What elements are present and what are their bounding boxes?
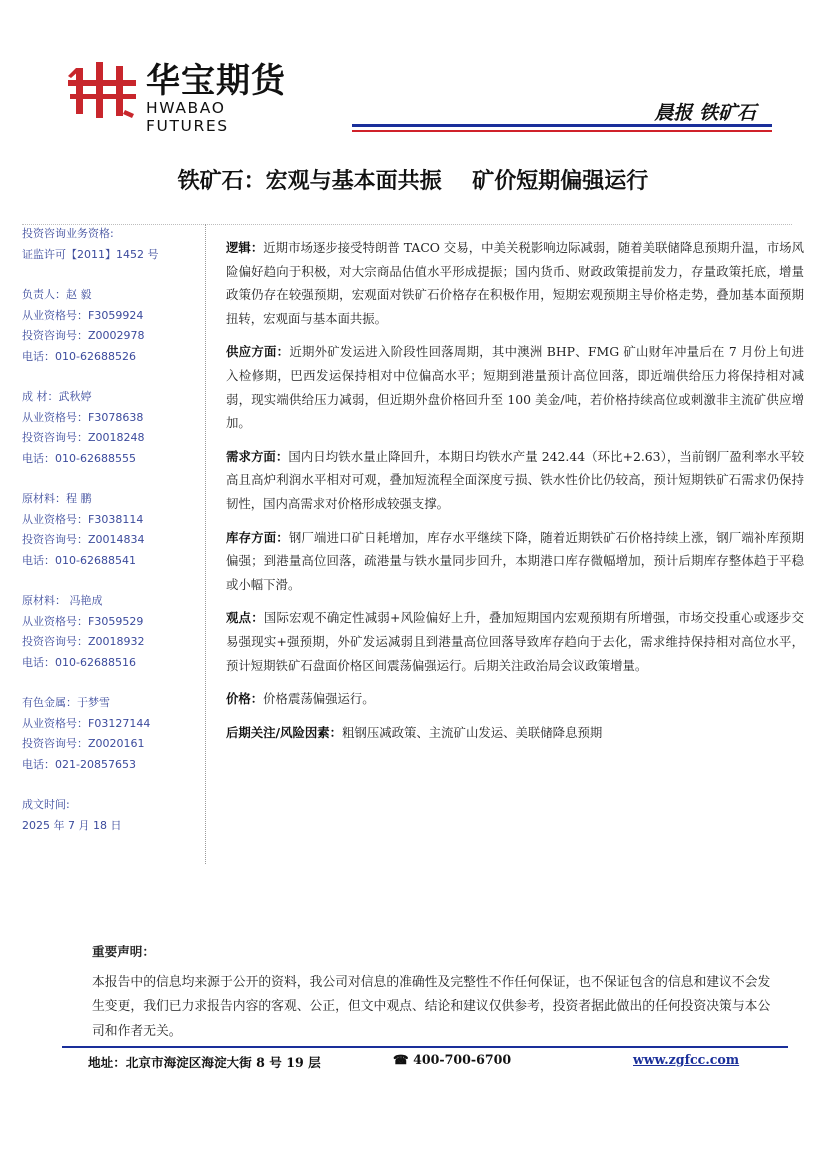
section-logic: [226, 236, 804, 330]
sidebar-line: 电话：010-62688541: [22, 553, 136, 567]
section-label: 后期关注/风险因素：: [226, 724, 343, 740]
sidebar-line: 2025 年 7 月 18 日: [22, 818, 122, 832]
section-label: 观点：: [226, 610, 264, 626]
section-text: 国际宏观不确定性减弱+风险偏好上升，叠加短期国内宏观预期有所增强，市场交投重心或逐步交易强现实+强预期，外矿发运减弱且到港量高位回落导致库存趋向于去化，需求维持保持相对高位水平，预计短期铁矿石盘面价格区间震荡偏强运行。后期关注政治局会议政策增量。: [226, 610, 804, 673]
sidebar-line: 投资咨询号：Z0014834: [22, 533, 145, 546]
section-text: 近期市场逐步接受特朗普 TACO 交易，中美关税影响边际减弱，随着美联储降息预期升温，市场风险偏好趋向于积极，对大宗商品估值水平形成提振；国内货币、财政政策提前发力，存量政策托底，增量政策仍存在较强预期，宏观面对铁矿石价格存在积极作用，短期宏观预期主导价格走势，叠加基本面预期扭转，宏观面与基本面共振。: [226, 240, 804, 326]
sidebar-spacer: [22, 469, 205, 489]
sidebar-line: 投资咨询号：Z0018932: [22, 635, 145, 648]
sidebar-spacer: [22, 571, 205, 591]
logo-name-cn: 华宝期货: [146, 61, 286, 101]
page-footer: [88, 1052, 738, 1072]
sidebar-line: 电话：010-62688526: [22, 349, 136, 363]
disclaimer-body: 本报告中的信息均来源于公开的资料，我公司对信息的准确性及完整性不作任何保证，也不保证包含的信息和建议不会发生变更，我们已力求报告内容的客观、公正，但文中观点、结论和建议仅供参考，投资者据此做出的任何投资决策与本公司和作者无关。: [92, 974, 771, 1039]
logo-name-en: HWABAO FUTURES: [146, 99, 229, 135]
section-view: [226, 606, 804, 677]
sidebar-spacer: [22, 265, 205, 285]
disclaimer-title: 重要声明：: [92, 944, 155, 959]
section-label: 逻辑：: [226, 240, 264, 255]
sidebar-line: 电话：010-62688555: [22, 451, 136, 465]
sidebar-line: 从业资格号：F3059529: [22, 614, 144, 628]
sidebar-line: 从业资格号：F3038114: [22, 512, 144, 526]
sidebar-line: 投资咨询业务资格:: [22, 227, 114, 240]
sidebar-spacer: [22, 775, 205, 795]
sidebar-line: 电话：021-20857653: [22, 757, 136, 771]
footer-rule: [62, 1046, 788, 1048]
sidebar-line: 从业资格号：F3078638: [22, 410, 144, 424]
sidebar-line: 投资咨询号：Z0002978: [22, 329, 145, 342]
sidebar-line: 原材料：程 鹏: [22, 492, 92, 505]
footer-website-link[interactable]: www.zgfcc.com: [633, 1052, 740, 1067]
section-inventory: [226, 526, 804, 597]
sidebar-line: 证监许可【2011】1452 号: [22, 247, 159, 261]
page-title: 铁矿石：宏观与基本面共振 矿价短期偏强运行: [177, 169, 649, 194]
sidebar-line: 成文时间:: [22, 798, 70, 811]
hwabao-logo-mark-icon: [68, 62, 138, 120]
footer-phone: ☎ 400-700-6700: [393, 1052, 512, 1067]
sidebar-line: 有色金属：于梦雪: [22, 696, 110, 709]
section-risk: [226, 721, 804, 745]
sidebar-line: 投资咨询号：Z0020161: [22, 737, 145, 750]
section-label: 供应方面：: [226, 344, 290, 360]
section-demand: [226, 445, 804, 516]
section-text: 国内日均铁水量止降回升，本期日均铁水产量 242.44（环比+2.63），当前钢厂盈利率水平较高且高炉利润水平相对可观，叠加短流程全面深度亏损、铁水性价比仍较高，预计短期铁矿石需求仍保持韧性，国内高需求对价格形成较强支撑。: [226, 448, 804, 511]
section-label: 需求方面：: [226, 448, 289, 464]
sidebar-line: 从业资格号：F3059924: [22, 308, 144, 322]
sidebar-line: 从业资格号：F03127144: [22, 716, 151, 730]
sidebar-line: 投资咨询号：Z0018248: [22, 431, 145, 444]
section-label: 库存方面：: [226, 529, 289, 545]
sidebar-spacer: [22, 367, 205, 387]
section-text: 粗钢压减政策、主流矿山发运、美联储降息预期: [342, 724, 603, 740]
sidebar-line: 负责人：赵 毅: [22, 288, 92, 301]
section-label: 价格：: [226, 691, 264, 707]
header-rule-red: [352, 130, 772, 132]
sidebar-line: 原材料： 冯艳成: [22, 594, 103, 607]
header-rule-blue: [352, 124, 772, 127]
sidebar-line: 成 材：武秋婷: [22, 390, 92, 403]
section-price: [226, 687, 804, 711]
report-body: [226, 236, 804, 754]
section-text: 近期外矿发运进入阶段性回落周期，其中澳洲 BHP、FMG 矿山财年冲量后在 7 月份上旬进入检修期，巴西发运保持相对中位偏高水平；短期到港量预计高位回落，即近端供给压力将保持相对减弱，现实端供给压力减弱，但近期外盘价格回升至 100 美金/吨，若价格持续高位或刺激非主流矿供应增加。: [226, 344, 804, 431]
sidebar-line: 电话：010-62688516: [22, 655, 136, 669]
sidebar-spacer: [22, 673, 205, 693]
company-logo: [68, 61, 313, 135]
section-supply: [226, 340, 804, 434]
disclaimer: [92, 940, 782, 1044]
footer-address: 地址：北京市海淀区海淀大街 8 号 19 层: [88, 1055, 321, 1070]
analyst-sidebar: [22, 224, 206, 864]
section-text: 钢厂端进口矿日耗增加，库存水平继续下降，随着近期铁矿石价格持续上涨，钢厂端补库预期偏强；到港量高位回落，疏港量与铁水量同步回升，本期港口库存微幅增加，预计后期库存整体趋于平稳或小幅下滑。: [226, 529, 805, 592]
report-type: 晨报 铁矿石: [654, 102, 756, 124]
section-text: 价格震荡偏强运行。: [263, 691, 375, 707]
